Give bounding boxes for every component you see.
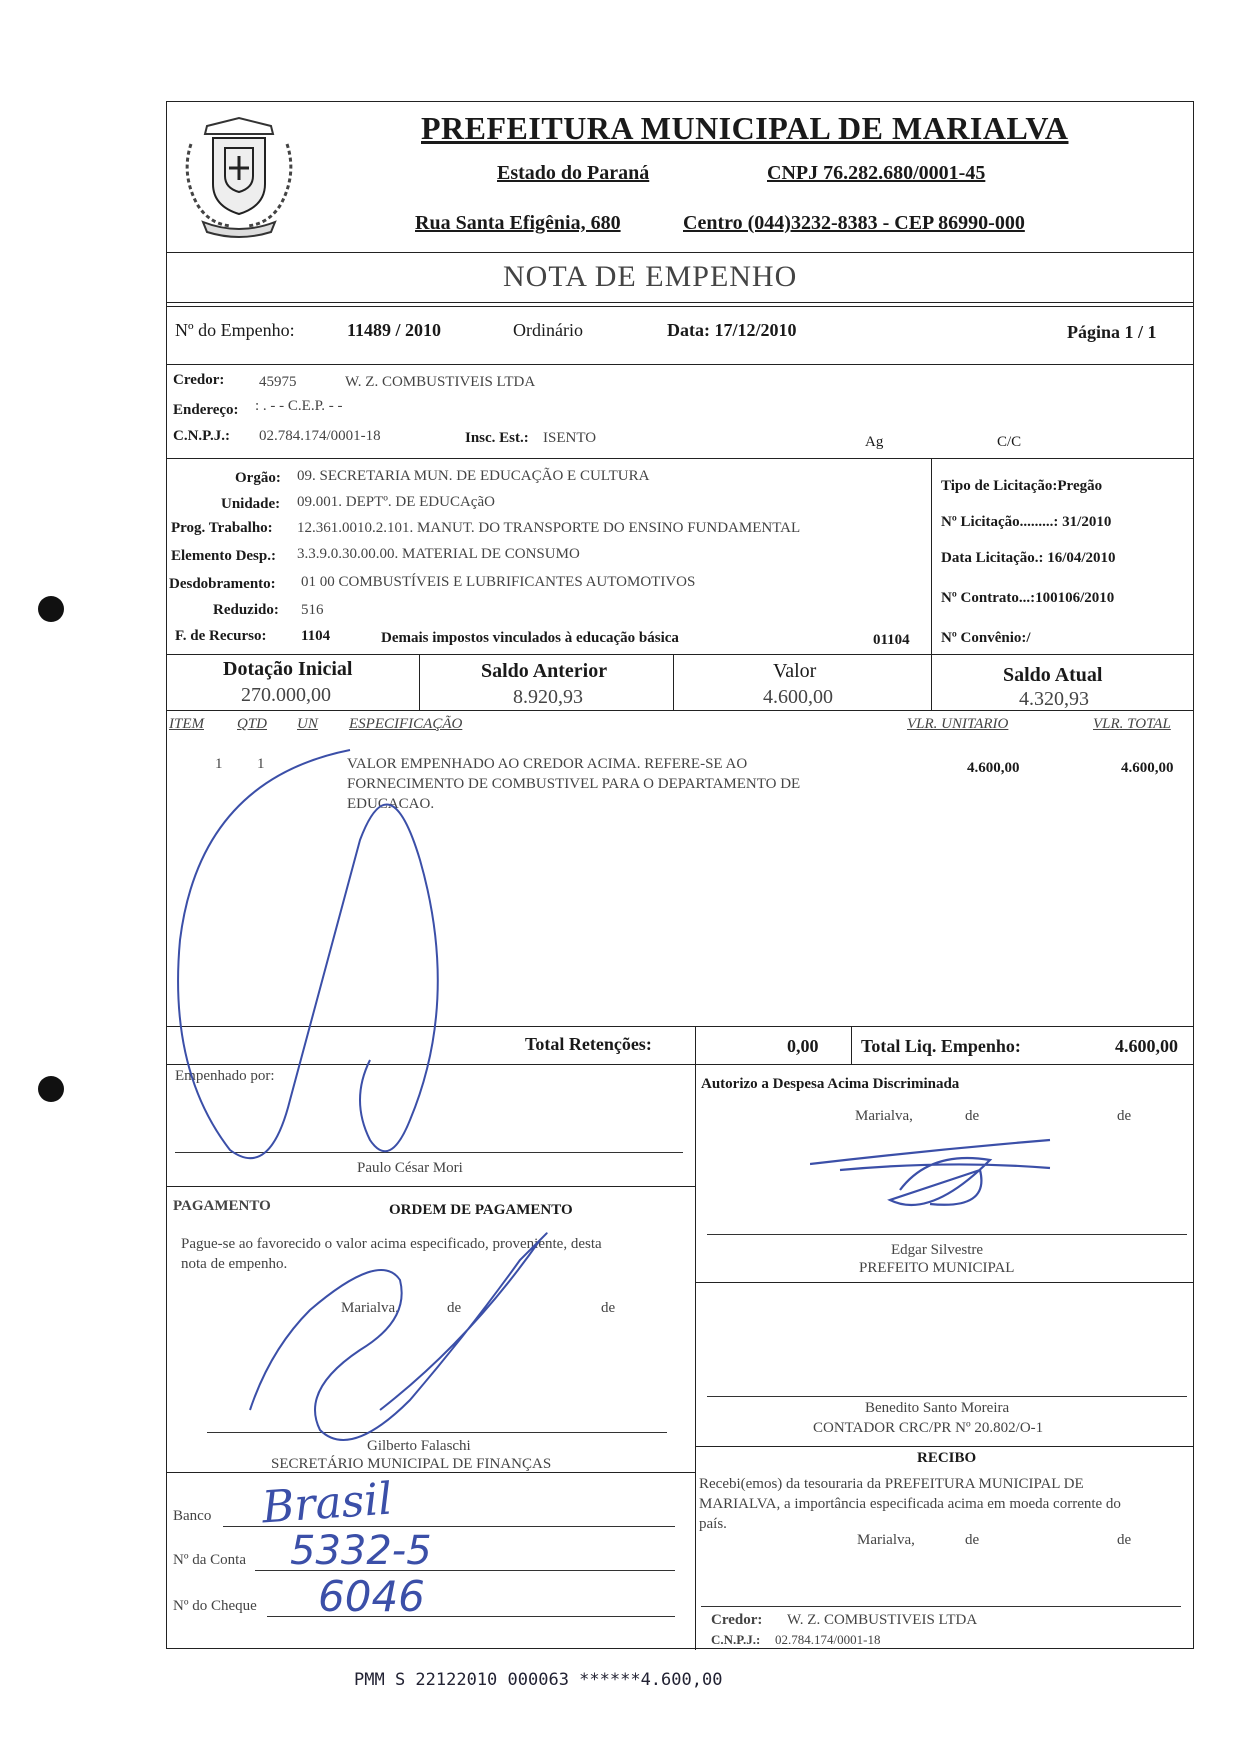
unidade-label: Unidade: (221, 496, 281, 512)
dotacao-label: Dotação Inicial (223, 658, 353, 680)
conta-handwritten: 5332-5 (290, 1528, 432, 1574)
nota-de-empenho-form (166, 101, 1194, 1649)
item-spec-line-3: EDUCACAO. (347, 796, 435, 812)
autorizo-de-1: de (965, 1108, 980, 1124)
district-phone-cep: Centro (044)3232-8383 - CEP 86990-000 (683, 212, 1025, 234)
empenho-number: 11489 / 2010 (347, 320, 442, 340)
street-address: Rua Santa Efigênia, 680 (415, 212, 621, 234)
pagamento-de-1: de (447, 1300, 462, 1316)
prog-value: 12.361.0010.2.101. MANUT. DO TRANSPORTE DO ENSINO FUNDAMENTAL (297, 520, 801, 536)
autorizo-role: PREFEITO MUNICIPAL (859, 1260, 1015, 1276)
recibo-credor-label: Credor: (711, 1612, 763, 1628)
orgao-label: Orgão: (235, 470, 281, 486)
recibo-de-2: de (1117, 1532, 1132, 1548)
items-header-especificacao: ESPECIFICAÇÃO (349, 716, 463, 732)
items-header-qtd: QTD (237, 716, 268, 732)
autorizo-label: Autorizo a Despesa Acima Discriminada (701, 1076, 960, 1092)
autorizo-place: Marialva, (855, 1108, 913, 1124)
cheque-handwritten: 6046 (318, 1572, 425, 1621)
credor-code: 45975 (259, 374, 297, 390)
numero-convenio: Nº Convênio:/ (941, 630, 1031, 646)
recurso-label: F. de Recurso: (175, 628, 267, 644)
contador-signer: Benedito Santo Moreira (865, 1400, 1010, 1416)
items-header-vlr-unitario: VLR. UNITARIO (907, 716, 1009, 732)
ag-label: Ag (865, 434, 884, 450)
ordem-pagamento-label: ORDEM DE PAGAMENTO (389, 1202, 573, 1218)
numero-contrato: Nº Contrato...:100106/2010 (941, 590, 1115, 606)
reduzido-label: Reduzido: (213, 602, 279, 618)
numero-licitacao: Nº Licitação.........: 31/2010 (941, 514, 1112, 530)
coat-of-arms-icon (169, 104, 309, 244)
pagamento-signer: Gilberto Falaschi (367, 1438, 471, 1454)
retencoes-label: Total Retenções: (525, 1034, 652, 1054)
valor-label: Valor (773, 660, 817, 682)
endereco-value: : . - - C.E.P. - - (255, 398, 343, 414)
conta-label: Nº da Conta (173, 1552, 246, 1568)
elemento-value: 3.3.9.0.30.00.00. MATERIAL DE CONSUMO (297, 546, 580, 562)
pagamento-place: Marialva, (341, 1300, 399, 1316)
saldo-anterior-value: 8.920,93 (513, 686, 583, 708)
data-licitacao: Data Licitação.: 16/04/2010 (941, 550, 1116, 566)
pagamento-text-2: nota de empenho. (181, 1256, 288, 1272)
credor-name: W. Z. COMBUSTIVEIS LTDA (345, 374, 536, 390)
valor-value: 4.600,00 (763, 686, 833, 708)
recibo-title: RECIBO (917, 1450, 977, 1466)
item-unit-value: 4.600,00 (967, 760, 1020, 776)
dotacao-value: 270.000,00 (241, 684, 331, 706)
elemento-label: Elemento Desp.: (171, 548, 276, 564)
credor-cnpj: 02.784.174/0001-18 (259, 428, 381, 444)
empenho-type: Ordinário (513, 320, 583, 340)
municipal-cnpj: CNPJ 76.282.680/0001-45 (767, 162, 986, 184)
liquido-label: Total Liq. Empenho: (861, 1036, 1021, 1056)
item-total-value: 4.600,00 (1121, 760, 1174, 776)
recurso-desc: Demais impostos vinculados à educação básica (381, 630, 679, 646)
punch-hole-bottom (38, 1076, 64, 1102)
endereco-label: Endereço: (173, 402, 239, 418)
desdobramento-label: Desdobramento: (169, 576, 276, 592)
footer-stamp: PMM S 22122010 000063 ******4.600,00 (354, 1670, 723, 1690)
page-title: PREFEITURA MUNICIPAL DE MARIALVA (421, 110, 1069, 146)
autorizo-signer: Edgar Silvestre (891, 1242, 984, 1258)
pagamento-label: PAGAMENTO (173, 1198, 271, 1214)
banco-label: Banco (173, 1508, 212, 1524)
contador-role: CONTADOR CRC/PR Nº 20.802/O-1 (813, 1420, 1044, 1436)
credor-label: Credor: (173, 372, 225, 388)
reduzido-value: 516 (301, 602, 324, 618)
empenho-label: Nº do Empenho: (175, 320, 295, 340)
recibo-de-1: de (965, 1532, 980, 1548)
pagamento-text-1: Pague-se ao favorecido o valor acima especificado, proveniente, desta (181, 1236, 602, 1252)
page-number: Página 1 / 1 (1067, 322, 1157, 342)
item-spec-line-2: FORNECIMENTO DE COMBUSTIVEL PARA O DEPARTAMENTO DE (347, 776, 801, 792)
state-name: Estado do Paraná (497, 162, 650, 184)
recibo-text-3: país. (699, 1516, 727, 1532)
cnpj-label: C.N.P.J.: (173, 428, 230, 444)
autorizo-de-2: de (1117, 1108, 1132, 1124)
unidade-value: 09.001. DEPTº. DE EDUCAçãO (297, 494, 495, 510)
tipo-licitacao: Tipo de Licitação:Pregão (941, 478, 1103, 494)
prog-label: Prog. Trabalho: (171, 520, 273, 536)
recibo-place: Marialva, (857, 1532, 915, 1548)
recibo-cnpj-label: C.N.P.J.: (711, 1632, 761, 1647)
empenhado-label: Empenhado por: (175, 1068, 275, 1084)
saldo-atual-label: Saldo Atual (1003, 664, 1103, 686)
item-spec-line-1: VALOR EMPENHADO AO CREDOR ACIMA. REFERE-SE AO (347, 756, 748, 772)
items-header-un: UN (297, 716, 318, 732)
punch-hole-top (38, 596, 64, 622)
recurso-number: 01104 (873, 632, 910, 648)
liquido-value: 4.600,00 (1115, 1036, 1178, 1056)
recibo-text-1: Recebi(emos) da tesouraria da PREFEITURA MUNICIPAL DE (699, 1476, 1084, 1492)
banco-handwritten: Brasil (260, 1473, 394, 1534)
pagamento-role: SECRETÁRIO MUNICIPAL DE FINANÇAS (271, 1456, 552, 1472)
item-number: 1 (215, 756, 223, 772)
desdobramento-value: 01 00 COMBUSTÍVEIS E LUBRIFICANTES AUTOMOTIVOS (301, 574, 696, 590)
items-header-vlr-total: VLR. TOTAL (1093, 716, 1171, 732)
empenho-date: Data: 17/12/2010 (667, 320, 797, 340)
saldo-atual-value: 4.320,93 (1019, 688, 1089, 710)
pagamento-de-2: de (601, 1300, 616, 1316)
document-title: NOTA DE EMPENHO (503, 260, 798, 293)
recibo-text-2: MARIALVA, a importância especificada acima em moeda corrente do (699, 1496, 1121, 1512)
insc-label: Insc. Est.: (465, 430, 529, 446)
insc-value: ISENTO (543, 430, 597, 446)
saldo-anterior-label: Saldo Anterior (481, 660, 608, 682)
items-header-item: ITEM (169, 716, 204, 732)
recibo-credor-name: W. Z. COMBUSTIVEIS LTDA (787, 1612, 978, 1628)
recibo-cnpj: 02.784.174/0001-18 (775, 1632, 881, 1647)
item-qtd: 1 (257, 756, 265, 772)
cheque-label: Nº do Cheque (173, 1598, 257, 1614)
recurso-code: 1104 (301, 628, 331, 644)
empenhado-signer: Paulo César Mori (357, 1160, 463, 1176)
retencoes-value: 0,00 (787, 1036, 819, 1056)
orgao-value: 09. SECRETARIA MUN. DE EDUCAÇÃO E CULTURA (297, 468, 650, 484)
cc-label: C/C (997, 434, 1022, 450)
